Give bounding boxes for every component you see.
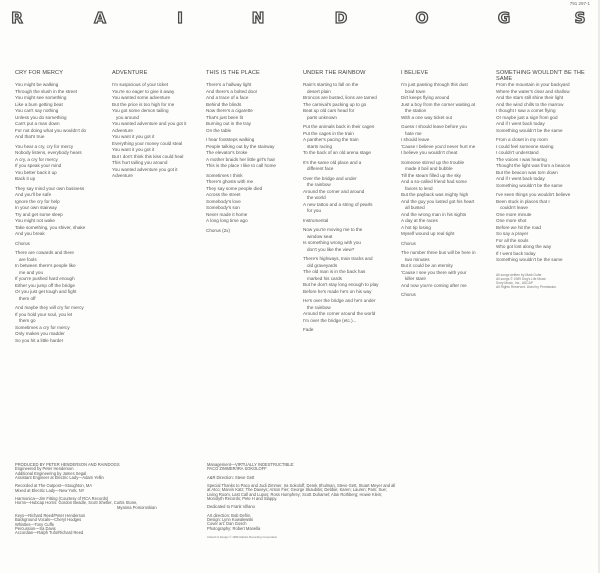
lyric-line: Everything your money could steal	[112, 140, 183, 146]
stanza	[303, 82, 398, 121]
stanza	[206, 228, 301, 235]
stanza	[496, 192, 588, 264]
lyric-line: The elevator's broke	[206, 150, 248, 155]
copyright-line: All songs written by Mark Dufer	[496, 273, 542, 277]
lyric-line: Chorus	[401, 292, 416, 297]
lyric-line-continued: window seat	[307, 233, 333, 239]
stanza	[303, 298, 398, 324]
lyric-line: Before he's made he's on his way	[303, 288, 372, 294]
lyric-line: And the guy you lusted got his heart	[401, 198, 475, 204]
lyric-line: But the price is too high for me	[112, 101, 175, 107]
lyric-line: Around the corner and around	[303, 188, 365, 194]
lyric-line: Can't put a man down	[15, 121, 60, 126]
lyric-line: You wanted adventure you got it	[112, 166, 178, 172]
lyric-line: In your own stairway	[15, 205, 57, 210]
copyright-line: Sony Music, Inc., ASCAP	[496, 281, 534, 285]
credit-line: PRODUCED BY PETER HENDERSON AND RAINDOGS	[15, 462, 120, 467]
stanza	[401, 250, 496, 289]
lyric-line: For not doing what you wouldn't do	[15, 127, 87, 133]
lyric-line: Never made it home	[206, 211, 248, 217]
song-column	[401, 70, 496, 302]
lyric-line: Somebody's love	[206, 198, 241, 204]
lyric-line-continued: favors to lend	[405, 185, 433, 191]
stanza	[303, 124, 398, 157]
lyric-line-continued: all busted	[405, 205, 425, 210]
title-letter: O	[415, 9, 429, 27]
lyric-line: Thought the light was from a beacon	[496, 163, 571, 168]
lyric-line: Now there's a cigarette	[206, 108, 253, 113]
lyric-line: 'Cause I believe you'd never hurt me	[401, 143, 476, 149]
lyric-line: With a one way ticket out	[401, 114, 453, 120]
lyric-line-continued: starts racing	[307, 143, 333, 149]
lyric-line: Instrumental	[303, 217, 329, 223]
lyric-line: I thought I saw a comet flying	[496, 108, 556, 113]
stanza	[496, 137, 588, 189]
lyric-line: If you hold your soul, you let	[15, 311, 73, 317]
lyric-line: There's highways, train tracks and	[303, 256, 373, 261]
catalog-number: 791 297-1	[569, 1, 590, 6]
lyric-line: Behind the blinds	[206, 101, 242, 107]
lyric-line-continued: two minutes	[405, 256, 430, 262]
lyric-line-continued: them off	[19, 295, 36, 301]
lyric-line: Broncos are busted, lions are tamed	[303, 95, 377, 100]
lyric-line: And now you're coming after me	[401, 282, 467, 288]
credit-line: Cover art: Dan Gosch	[207, 521, 247, 527]
song-column	[303, 70, 398, 337]
lyric-line: I hear footsteps walking	[206, 137, 255, 142]
lyric-line: Someone stirred up the trouble	[401, 159, 465, 165]
lyric-line: I'm just passing through this dust	[401, 82, 468, 87]
lyric-line: I should leave	[401, 137, 430, 142]
credit-line: Management—VIRTUALLY INDESTRUCTIBLE:	[207, 462, 295, 467]
lyric-line: I believe you wouldn't cheat	[401, 150, 458, 155]
lyric-line: If you're pushed hard enough	[15, 276, 75, 281]
stanza	[401, 241, 496, 248]
lyric-line: There are cowards and there	[15, 250, 74, 255]
credit-line: Keys—Richard Reed/Peter Henderson	[15, 513, 86, 519]
lyric-line: Sometimes I think	[206, 172, 243, 178]
lyric-line: Who got lost along the way	[496, 244, 552, 249]
title-letter: G	[497, 9, 511, 27]
lyric-line: But the payback was mighty high	[401, 192, 469, 197]
management-credit	[207, 463, 397, 472]
lyric-line-continued: the rainbow	[307, 304, 331, 310]
lyric-line-continued: made it boil and bubble	[405, 166, 453, 171]
lyric-line: And a trace of a face	[206, 95, 249, 100]
credit-line: Art direction: Bob Defrin	[207, 512, 251, 518]
credit-line: Background Vocals—Cheryl Hodges	[15, 517, 82, 523]
lyric-line: On the table	[206, 127, 232, 133]
song-title: SOMETHING WOULDN'T BE THE SAME	[496, 70, 585, 82]
credit-line-continued: Myanna Pomoroskian	[117, 504, 157, 510]
lyric-line: Or maybe just a sign from god	[496, 114, 558, 120]
lyric-line-continued: different face	[307, 166, 334, 171]
credit-group	[15, 514, 157, 536]
lyric-line: But he don't stay long enough to play	[303, 282, 379, 287]
credit-group	[15, 484, 157, 493]
lyric-line: Chorus	[15, 240, 30, 246]
lyric-line: They say some people died	[206, 185, 263, 191]
stanza	[15, 82, 110, 141]
lyric-line: And there's a bolted door	[206, 88, 258, 94]
stanza	[206, 82, 301, 134]
lyric-line: And a so-called friend had some	[401, 179, 467, 184]
stanza	[401, 160, 496, 238]
song-column	[112, 70, 207, 183]
lyric-line: One more minute	[496, 211, 532, 217]
lyric-line: In between there's people like	[15, 263, 76, 268]
lyric-line-continued: the station	[405, 108, 427, 113]
lyric-line: And you'll be safe	[15, 192, 52, 197]
lyric-line-continued: are fools	[19, 256, 37, 262]
lyric-line: Either you jump off the bridge	[15, 282, 75, 288]
lyric-line-continued: you around	[116, 114, 139, 120]
lyric-line: You can't say nothing	[15, 108, 59, 113]
stanza	[401, 292, 496, 299]
lyric-line: Ignore the cry for help	[15, 198, 60, 204]
credit-line: Horns—Hubcap Horns: Gordon Beadle, Scott Shetler, Curtis Stone,	[15, 500, 138, 506]
lyric-line: A mother braids her little girl's hair	[206, 156, 276, 162]
title-letter: R	[11, 9, 23, 27]
lyric-line: I could feel someone staring	[496, 143, 554, 149]
lyric-line: You might be walking	[15, 82, 59, 87]
lyric-line: You better back it up	[15, 169, 57, 175]
stanza	[401, 82, 496, 121]
lyric-line: Now you're moving me to the	[303, 227, 363, 232]
stanza	[303, 227, 398, 253]
lyric-line: Something wouldn't be the same	[496, 257, 563, 262]
lyric-line: There's a hallway light	[206, 82, 252, 87]
credit-group	[15, 497, 157, 510]
lyric-line: I couldn't understand	[496, 150, 539, 155]
lyric-line: A hot tip losing	[401, 224, 431, 230]
lyric-line: You got some demon tailing	[112, 108, 169, 113]
copyright-line: All Rights Reserved. Used by Permission.	[496, 285, 558, 289]
lyric-line: Fade	[303, 327, 314, 332]
stanza	[112, 82, 207, 180]
lyric-line: Back it up	[15, 176, 36, 181]
title-letter: I	[177, 9, 183, 27]
lyric-line: The number three bus will be here in	[401, 250, 476, 255]
lyric-line: Something wouldn't be the same	[496, 127, 563, 133]
stanza	[206, 137, 301, 170]
art-credits	[207, 514, 397, 531]
credits-middle	[207, 463, 397, 539]
lyric-line: And if I went back today	[496, 176, 545, 181]
stanza	[15, 241, 110, 248]
lyric-line-continued: me and you	[19, 269, 44, 275]
stanza	[15, 144, 110, 183]
song-title: CRY FOR MERCY	[15, 70, 64, 76]
lyric-line: But the beacon was torn down	[496, 169, 558, 175]
lyric-line: If I went back today	[496, 250, 536, 256]
lyric-line: Where the water's clear and shallow	[496, 88, 570, 94]
lyric-line: Adventure	[112, 127, 133, 133]
title-letter: N	[251, 9, 265, 27]
lyric-line: Dirt keeps flying around	[401, 95, 450, 100]
lyric-line: Across the street	[206, 192, 241, 197]
lyric-line: But it could be an eternity	[401, 263, 453, 268]
title-letter: S	[574, 9, 586, 27]
lyric-line: Around the corner around the world	[303, 311, 376, 316]
lyric-line: Or you just get tough and fight	[15, 289, 77, 294]
lyric-line: Try and get some sleep	[15, 211, 63, 217]
stanza	[15, 250, 110, 302]
lyric-line: Nobody listens, everybody hears	[15, 150, 82, 155]
lyric-line: You want it you got it	[112, 134, 155, 139]
lyric-line: From the mountain in your backyard	[496, 82, 570, 87]
stanza	[303, 327, 398, 334]
song-title: THIS IS THE PLACE	[206, 70, 260, 76]
song-title: UNDER THE RAINBOW	[303, 70, 366, 76]
lyric-line: I'm suspicious of your ticket	[112, 82, 169, 87]
credit-line: PACO ZIMMER/IRA SOKOLOFF	[207, 466, 267, 472]
lyric-line: And you break	[15, 231, 45, 236]
lyric-line: So say a prayer	[496, 231, 529, 236]
lyric-line: You might not wake	[15, 218, 55, 223]
lyric-line: Guess I should leave before you	[401, 124, 467, 129]
lyric-line: And if I went back today	[496, 121, 545, 126]
lyric-line: So you hit a little harder	[15, 337, 64, 343]
lyric-line: He's over the bridge and he's under	[303, 298, 376, 303]
lyric-line: A panther's pacing the train	[303, 137, 359, 142]
lyric-line: Put the animals back in their cages	[303, 124, 375, 129]
lyric-line: Take something, you shiver, shake	[15, 224, 86, 230]
lyric-line: You want it you got it	[112, 147, 155, 152]
lyric-line: And the wind chills to the marrow	[496, 101, 564, 107]
lyric-line-continued: the rainbow	[307, 182, 331, 187]
lyric-line: Is something wrong with you	[303, 240, 361, 245]
lyric-line: They say mind your own business	[15, 185, 85, 191]
stanza	[303, 176, 398, 215]
title-letter: D	[334, 9, 348, 27]
credit-line: Percussion—Sa Davis	[15, 526, 56, 532]
lyric-line: Chorus (2x)	[206, 227, 230, 233]
lyric-line: Like a bum getting beat	[15, 101, 63, 107]
lyric-line: Over the bridge and under	[303, 175, 357, 181]
stanza	[303, 218, 398, 225]
lyric-line: From a closet in my room	[496, 137, 548, 142]
lyric-line: The voices I was hearing	[496, 156, 547, 162]
lyric-line: Myself wound up real tight	[401, 231, 455, 236]
credit-line: Engineered by Peter Henderson	[15, 466, 74, 472]
lyric-line: To the back of an old arena stage	[303, 150, 371, 155]
lyric-line: And the stars still shine their light	[496, 95, 564, 100]
stanza	[401, 124, 496, 157]
credit-line: Design: Lynn Kowalewski	[207, 517, 254, 523]
lyric-line: I've seen things you wouldn't believe	[496, 192, 571, 197]
lyric-line: Burning out in the tray	[206, 121, 251, 126]
lyric-line: And maybe they will cry for mercy	[15, 305, 84, 310]
lyric-line: A new tattoo and a string of pearls	[303, 201, 373, 207]
lyric-line: Something wouldn't be the same	[496, 182, 563, 188]
song-column	[206, 70, 301, 237]
copyright-note	[496, 273, 557, 289]
lyric-line: Rain's starting to fall on the	[303, 82, 359, 87]
lyric-line: This hurt tailing you around	[112, 160, 168, 165]
stanza	[496, 82, 588, 134]
lyric-line-continued: bowl town	[405, 88, 426, 94]
lyric-line-continued: killer stare	[405, 276, 426, 281]
song-title: ADVENTURE	[112, 70, 148, 76]
lyric-line: The carnival's packing up to go	[303, 101, 367, 107]
lyric-line: Till the steam filled up the sky	[401, 172, 462, 178]
lyric-line: And that's true	[15, 134, 45, 139]
song-title: I BELIEVE	[401, 70, 429, 76]
lyric-line: But I don't think this kiss could heal	[112, 153, 184, 159]
lyric-line: I'm over the bridge (etc.)...	[303, 317, 357, 323]
lyric-line: People talking out by the stairway	[206, 143, 275, 149]
lyric-line-continued: desert plain	[307, 88, 331, 94]
lyric-line: You hear a cry, cry for mercy	[15, 143, 74, 149]
dedication: Dedicated to Frank Villano	[207, 504, 255, 510]
stanza	[206, 173, 301, 225]
lyric-line: Just a boy from the corner waiting at	[401, 101, 476, 107]
lyric-line-continued: hate me	[405, 130, 422, 136]
lyric-line: One more shot	[496, 218, 527, 223]
lyric-line: Through the slush in the street	[15, 88, 78, 94]
lyric-line: Beat up old cars head for	[303, 108, 355, 113]
lyric-line: A long long time ago	[206, 218, 248, 223]
lyric-line: It's the same old place and a	[303, 159, 362, 165]
song-column	[496, 70, 588, 267]
credit-group	[15, 463, 157, 480]
lyric-line-continued: marked his cards	[307, 275, 342, 281]
credits-left	[15, 463, 157, 540]
credit-line: Photography: Robert Manella	[207, 525, 261, 531]
lyric-line: That's just been lit	[206, 114, 243, 120]
title-letter: A	[94, 9, 106, 27]
lyric-line: You might see something	[15, 95, 67, 100]
lyric-line-continued: the world	[307, 195, 326, 200]
credit-line: Recorded at The Outpost—Stoughton, MA	[15, 483, 93, 489]
lyric-line: 'Cause I see you there with your	[401, 269, 467, 275]
song-column	[15, 70, 110, 347]
special-thanks: Special Thanks to Paco and Judi Zimmer, Ira Sokoloff, Derek Shulman, Steve Gett, Stuart Meyer and all at Atco; Marvin Katz; The Daveys; Anton Fier; George Skaubitis; Debbie; Karen; Lauren; Pam; Sue; Living Room, Last Call and Lupos; Ross Humphrey; Scott Duhamel; Alan Rothberg; Howie Klein; Monolyth Records; Pete H and Slappy.	[207, 483, 396, 502]
lyric-line: A cry, a cry for mercy	[15, 156, 58, 162]
lyric-line: You're so eager to give it away	[112, 88, 175, 94]
ar-credit: A&R Direction: Steve Gett	[207, 474, 255, 480]
lyric-line-continued: old graveyards	[307, 262, 338, 268]
stanza	[15, 186, 110, 238]
credit-line: Additional Engineering by James Segal	[15, 470, 87, 476]
lyric-line: Unless you do something	[15, 114, 67, 120]
lyric-line: Only makes you madder	[15, 331, 65, 336]
lyric-line: And the wrong man in his sights	[401, 211, 467, 217]
lyric-line-continued: for you	[307, 208, 322, 213]
lyric-line: Been stuck in places that I	[496, 198, 550, 204]
lyric-line: The old man is in the back has	[303, 269, 366, 274]
lyric-line: Put the cages in the train	[303, 130, 354, 136]
lyric-line: Adventure	[112, 173, 133, 178]
credit-line: Harmonica—Jim Fitting (Courtesy of RCA Records)	[15, 496, 109, 502]
copyright-line: All songs © 1989 Dog's Life Music	[496, 277, 546, 281]
lyric-line: Chorus	[401, 240, 416, 246]
credit-line: Accordian—Ralph Tufo/Richard Reed	[15, 530, 84, 536]
credit-line: Assistant Engineer at Electric Lady—Adam Yellin	[15, 475, 104, 481]
lyric-line: If you speak your mind	[15, 163, 62, 168]
stanza	[303, 160, 398, 173]
lyric-line: This is the place I like to call home	[206, 163, 276, 168]
lyric-line: Sometimes a cry for mercy	[15, 324, 70, 330]
stanza	[15, 305, 110, 344]
lyric-line: Somebody's son	[206, 205, 240, 210]
credit-line: Whistles—Tony Cuffe	[15, 521, 55, 527]
lyric-line: Before we hit the road	[496, 224, 541, 230]
credit-line: Mixed at Electric Lady—New York, NY	[15, 487, 85, 493]
stanza	[303, 256, 398, 295]
artwork-copyright: Artwork & Design © 1989 Atlantic Recording Corporation	[207, 535, 278, 540]
lyric-line: There's ghosts with me	[206, 179, 254, 184]
lyric-line-continued: couldn't leave	[500, 205, 528, 210]
lyric-line-continued: parts unknown	[307, 114, 337, 120]
lyric-line-continued: them go	[19, 318, 36, 323]
lyric-line: You wanted some adventure	[112, 95, 171, 100]
lyric-line: For all the souls	[496, 237, 529, 243]
lyric-line-continued: don't you like the view?	[307, 246, 355, 252]
lyric-line: You wanted adventure and you got it	[112, 121, 187, 126]
lyric-line: A day at the races	[401, 218, 438, 223]
